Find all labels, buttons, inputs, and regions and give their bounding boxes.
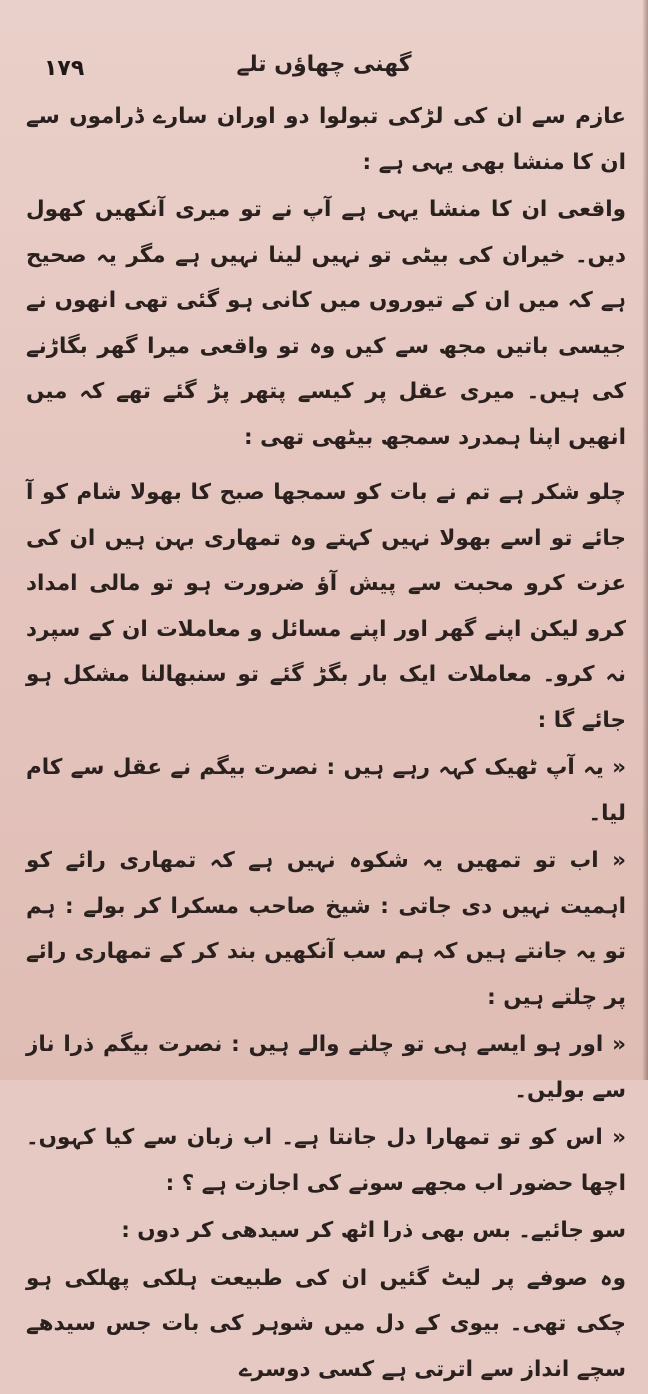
running-head: گھنی چھاؤں تلے	[236, 52, 412, 77]
paragraph: واقعی ان کا منشا یہی ہے آپ نے تو میری آنکھیں کھول دیں۔ خیران کی بیٹی تو نہیں لینا نہیں ہے مگر یہ صحیح ہے کہ میں ان کے تیوروں میں کانی ہو گئی تھی انھوں نے جیسی باتیں مجھ سے کیں وہ تو واقعی میرا گھر بگاڑنے کی ہیں۔ میری عقل پر کیسے پتھر پڑ گئے تھے کہ میں انھیں اپنا ہمدرد سمجھ بیٹھی تھی :	[26, 197, 626, 450]
paragraph: « یہ آپ ٹھیک کہہ رہے ہیں : نصرت بیگم نے عقل سے کام لیا۔	[26, 755, 626, 826]
paragraph: وہ صوفے پر لیٹ گئیں ان کی طبیعت ہلکی پھلکی ہو چکی تھی۔ بیوی کے دل میں شوہر کی بات جس سیدھے سچے انداز سے اترتی ہے کسی دوسرے	[26, 1265, 626, 1382]
paragraph: « اس کو تو تمھارا دل جانتا ہے۔ اب زبان سے کیا کہوں۔ اچھا حضور اب مجھے سونے کی اجازت ہے ؟ :	[26, 1125, 626, 1196]
paragraph: عازم سے ان کی لڑکی تبولوا دو اوران سارے ڈراموں سے ان کا منشا بھی یہی ہے :	[26, 104, 626, 175]
paragraph: « اور ہو ایسے ہی تو چلنے والے ہیں : نصرت بیگم ذرا ناز سے بولیں۔	[26, 1032, 626, 1103]
page-number: ۱۷۹	[44, 56, 85, 81]
paragraph: سو جائیے۔ بس بھی ذرا اٹھ کر سیدھی کر دوں :	[121, 1218, 626, 1243]
paragraph: چلو شکر ہے تم نے بات کو سمجھا صبح کا بھولا شام کو آ جائے تو اسے بھولا نہیں کہتے وہ تمھاری بہن ہیں ان کی عزت کرو محبت سے پیش آؤ ضرورت ہو تو مالی امداد کرو لیکن اپنے گھر اور اپنے مسائل و معاملات ان کے سپرد نہ کرو۔ معاملات ایک بار بگڑ گئے تو سنبھالنا مشکل ہو جائے گا :	[26, 480, 626, 733]
paragraph: « اب تو تمھیں یہ شکوہ نہیں ہے کہ تمھاری رائے کو اہمیت نہیں دی جاتی : شیخ صاحب مسکرا کر بولے : ہم تو یہ جانتے ہیں کہ ہم سب آنکھیں بند کر کے تمھاری رائے پر چلتے ہیں :	[26, 848, 626, 1010]
body-text	[26, 94, 626, 1394]
